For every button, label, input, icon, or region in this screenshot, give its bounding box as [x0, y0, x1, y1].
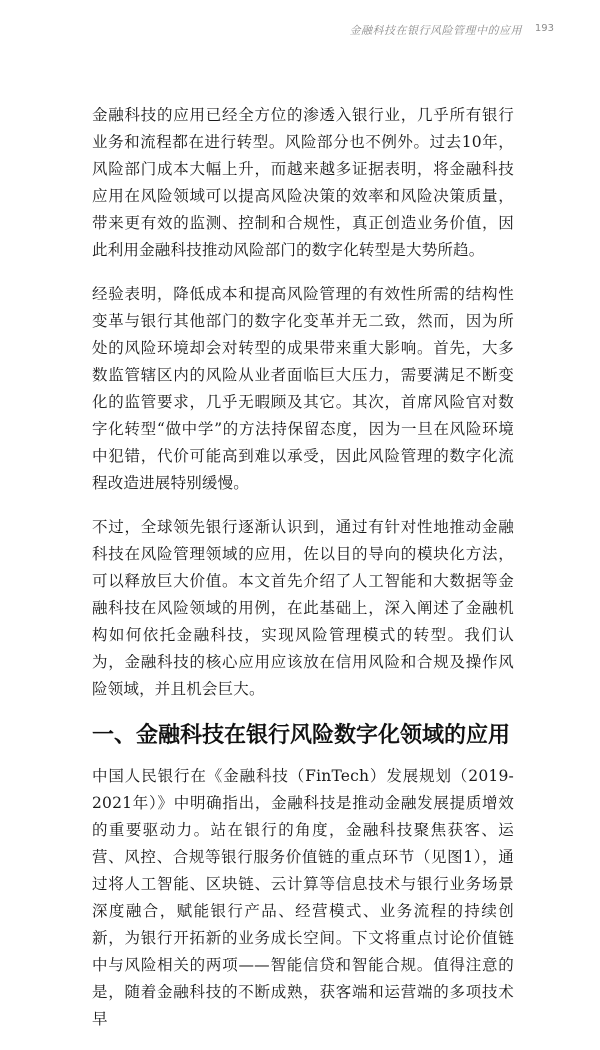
section-heading: 一、金融科技在银行风险数字化领域的应用: [92, 723, 511, 748]
running-title: 金融科技在银行风险管理中的应用: [349, 24, 522, 37]
page-body: [92, 102, 514, 1050]
body-paragraph: 经验表明，降低成本和提高风险管理的有效性所需的结构性变革与银行其他部门的数字化变革并无二致，然而，因为所处的风险环境却会对转型的成果带来重大影响。首先，大多数监管辖区内的风险从业者面临巨大压力，需要满足不断变化的监管要求，几乎无暇顾及其它。其次，首席风险官对数字化转型“做中学”的方法持保留态度，因为一旦在风险环境中犯错，代价可能高到难以承受，因此风险管理的数字化流程改造进展特别缓慢。: [92, 285, 514, 492]
body-paragraph: 不过，全球领先银行逐渐认识到，通过有针对性地推动金融科技在风险管理领域的应用，佐以目的导向的模块化方法，可以释放巨大价值。本文首先介绍了人工智能和大数据等金融科技在风险领域的用例，在此基础上，深入阐述了金融机构如何依托金融科技，实现风险管理模式的转型。我们认为，金融科技的核心应用应该放在信用风险和合规及操作风险领域，并且机会巨大。: [92, 518, 514, 698]
page-number: 193: [534, 23, 554, 34]
body-paragraph: 中国人民银行在《金融科技（FinTech）发展规划（2019-2021年）》中明确指出，金融科技是推动金融发展提质增效的重要驱动力。站在银行的角度，金融科技聚焦获客、运营、风控、合规等银行服务价值链的重点环节（见图1），通过将人工智能、区块链、云计算等信息技术与银行业务场景深度融合，赋能银行产品、经营模式、业务流程的持续创新，为银行开拓新的业务成长空间。下文将重点讨论价值链中与风险相关的两项——智能信贷和智能合规。值得注意的是，随着金融科技的不断成熟，获客端和运营端的多项技术早: [92, 767, 514, 1028]
page-header: [0, 22, 600, 42]
body-paragraph: 金融科技的应用已经全方位的渗透入银行业，几乎所有银行业务和流程都在进行转型。风险部分也不例外。过去10年，风险部门成本大幅上升，而越来越多证据表明，将金融科技应用在风险领域可以提高风险决策的效率和风险决策质量，带来更有效的监测、控制和合规性，真正创造业务价值，因此利用金融科技推动风险部门的数字化转型是大势所趋。: [92, 106, 514, 259]
